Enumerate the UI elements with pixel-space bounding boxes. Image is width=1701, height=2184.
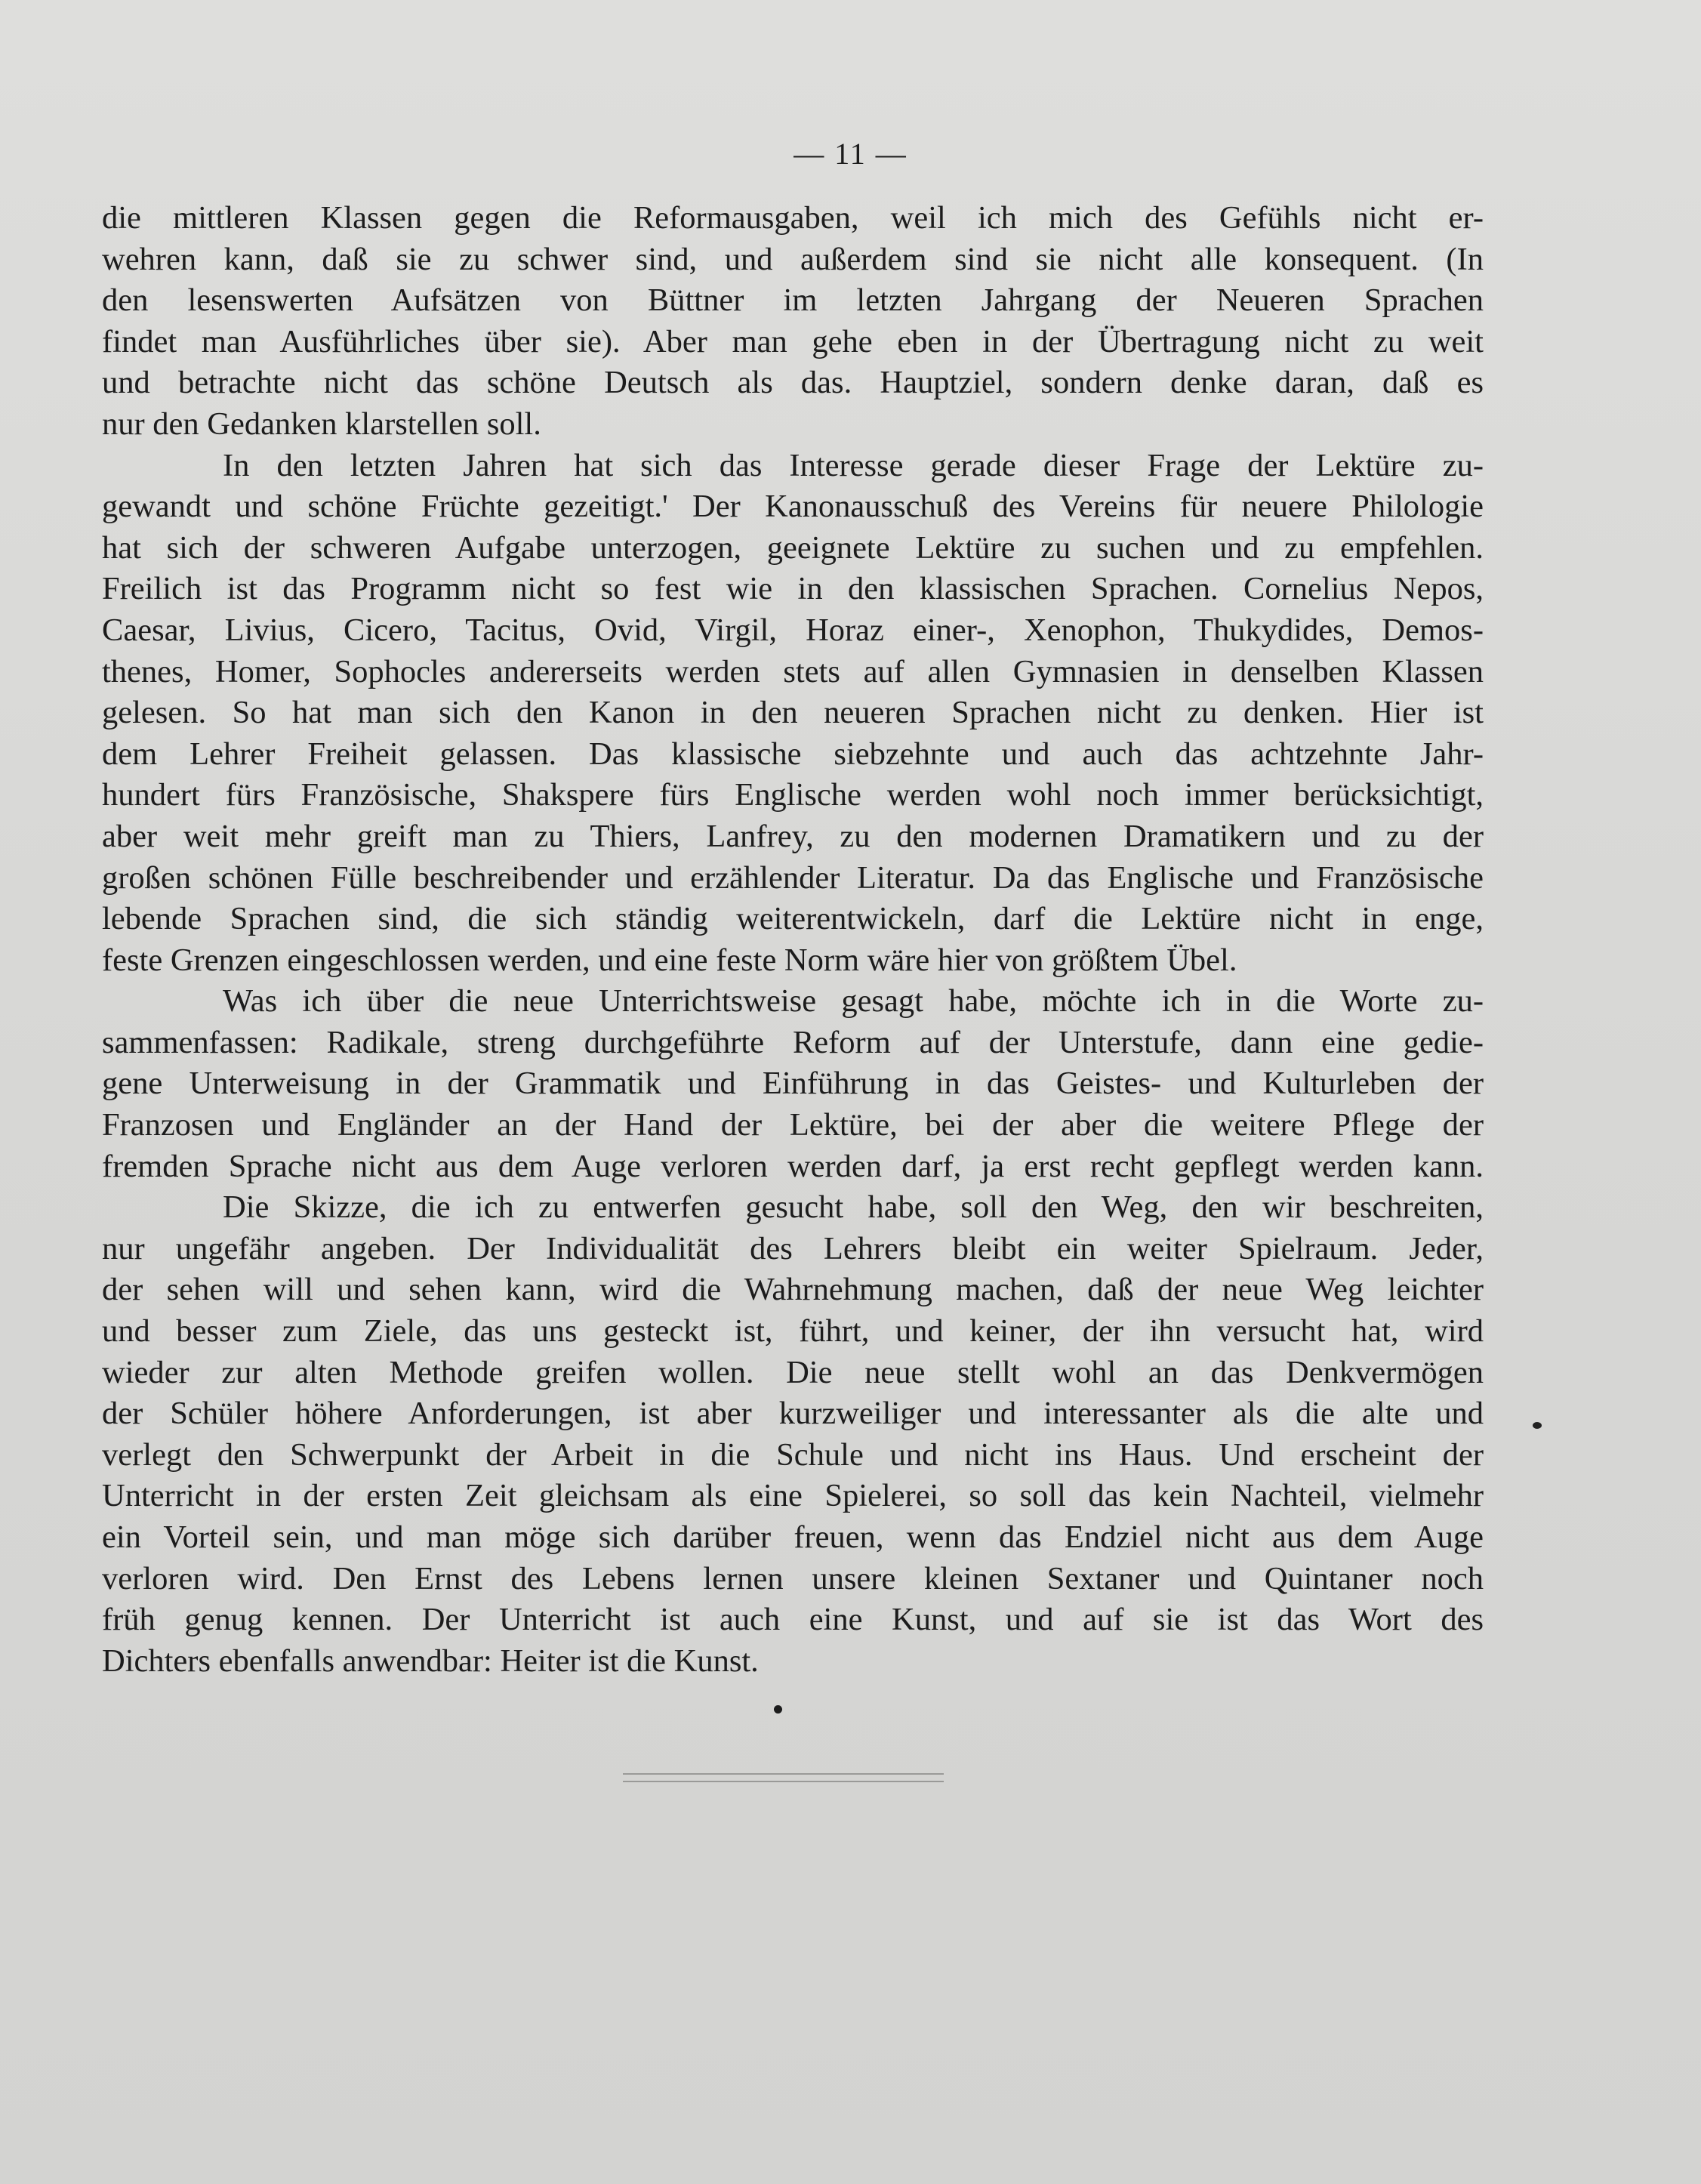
text-line: wieder zur alten Methode greifen wollen. Die neue stellt wohl an das Denkvermögen — [102, 1354, 1484, 1390]
text-line: die mittleren Klassen gegen die Reformausgaben, weil ich mich des Gefühls nicht er- — [102, 200, 1484, 236]
text-line: dem Lehrer Freiheit gelassen. Das klassische siebzehnte und auch das achtzehnte Jahr- — [102, 736, 1484, 772]
text-line: den lesenswerten Aufsätzen von Büttner im letzten Jahrgang der Neueren Sprachen — [102, 282, 1484, 319]
text-line: der Schüler höhere Anforderungen, ist aber kurzweiliger und interessanter als die alte und — [102, 1396, 1484, 1432]
end-rule — [623, 1773, 944, 1782]
text-line: gene Unterweisung in der Grammatik und Einführung in das Geistes- und Kulturleben der — [102, 1066, 1484, 1102]
text-line: Dichters ebenfalls anwendbar: Heiter ist die Kunst. — [102, 1643, 759, 1679]
text-line: verloren wird. Den Ernst des Lebens lernen unsere kleinen Sextaner und Quintaner noch — [102, 1560, 1484, 1596]
text-line: und betrachte nicht das schöne Deutsch als das. Hauptziel, sondern denke daran, daß es — [102, 365, 1484, 401]
text-line: Unterricht in der ersten Zeit gleichsam als eine Spielerei, so soll das kein Nachteil, vielmehr — [102, 1478, 1484, 1514]
text-line: Freilich ist das Programm nicht so fest wie in den klassischen Sprachen. Cornelius Nepos, — [102, 571, 1484, 607]
text-line: und besser zum Ziele, das uns gesteckt ist, führt, und keiner, der ihn versucht hat, wird — [102, 1313, 1484, 1350]
text-line: feste Grenzen eingeschlossen werden, und eine feste Norm wäre hier von größtem Übel. — [102, 942, 1237, 978]
text-line: früh genug kennen. Der Unterricht ist auch eine Kunst, und auf sie ist das Wort des — [102, 1602, 1484, 1638]
text-line: thenes, Homer, Sophocles andererseits werden stets auf allen Gymnasien in denselben Klassen — [102, 653, 1484, 689]
text-line: gewandt und schöne Früchte gezeitigt.' Der Kanonausschuß des Vereins für neuere Philologie — [102, 489, 1484, 525]
text-line: der sehen will und sehen kann, wird die Wahrnehmung machen, daß der neue Weg leichter — [102, 1272, 1484, 1308]
ink-speck — [1533, 1422, 1542, 1429]
text-line: hundert fürs Französische, Shakspere fürs Englische werden wohl noch immer berücksichtigt, — [102, 777, 1484, 813]
text-line: großen schönen Fülle beschreibender und erzählender Literatur. Da das Englische und Französische — [102, 859, 1484, 896]
text-line: aber weit mehr greift man zu Thiers, Lanfrey, zu den modernen Dramatikern und zu der — [102, 818, 1484, 854]
text-line: In den letzten Jahren hat sich das Interesse gerade dieser Frage der Lektüre zu- — [223, 447, 1484, 483]
text-line: Franzosen und Engländer an der Hand der Lektüre, bei der aber die weitere Pflege der — [102, 1107, 1484, 1143]
page-number: — 11 — — [793, 137, 908, 171]
text-line: verlegt den Schwerpunkt der Arbeit in die Schule und nicht ins Haus. Und erscheint der — [102, 1436, 1484, 1473]
text-line: gelesen. So hat man sich den Kanon in den neueren Sprachen nicht zu denken. Hier ist — [102, 695, 1484, 731]
text-line: ein Vorteil sein, und man möge sich darüber freuen, wenn das Endziel nicht aus dem Auge — [102, 1519, 1484, 1555]
text-line: nur den Gedanken klarstellen soll. — [102, 406, 541, 442]
text-line: hat sich der schweren Aufgabe unterzogen, geeignete Lektüre zu suchen und zu empfehlen. — [102, 529, 1484, 566]
text-line: findet man Ausführliches über sie). Aber man gehe eben in der Übertragung nicht zu weit — [102, 323, 1484, 359]
text-line: fremden Sprache nicht aus dem Auge verloren werden darf, ja erst recht gepflegt werden kann. — [102, 1148, 1484, 1184]
text-line: Die Skizze, die ich zu entwerfen gesucht habe, soll den Weg, den wir beschreiten, — [223, 1189, 1484, 1226]
text-line: Was ich über die neue Unterrichtsweise gesagt habe, möchte ich in die Worte zu- — [223, 983, 1484, 1020]
text-line: sammenfassen: Radikale, streng durchgeführte Reform auf der Unterstufe, dann eine gedie- — [102, 1024, 1484, 1060]
text-line: Caesar, Livius, Cicero, Tacitus, Ovid, Virgil, Horaz einer-, Xenophon, Thukydides, Demos- — [102, 612, 1484, 648]
ornament-dot — [774, 1705, 782, 1714]
body-text — [102, 198, 1484, 1682]
text-line: lebende Sprachen sind, die sich ständig weiterentwickeln, darf die Lektüre nicht in enge, — [102, 901, 1484, 937]
text-line: wehren kann, daß sie zu schwer sind, und außerdem sind sie nicht alle konsequent. (In — [102, 241, 1484, 277]
text-line: nur ungefähr angeben. Der Individualität des Lehrers bleibt ein weiter Spielraum. Jeder, — [102, 1230, 1484, 1266]
